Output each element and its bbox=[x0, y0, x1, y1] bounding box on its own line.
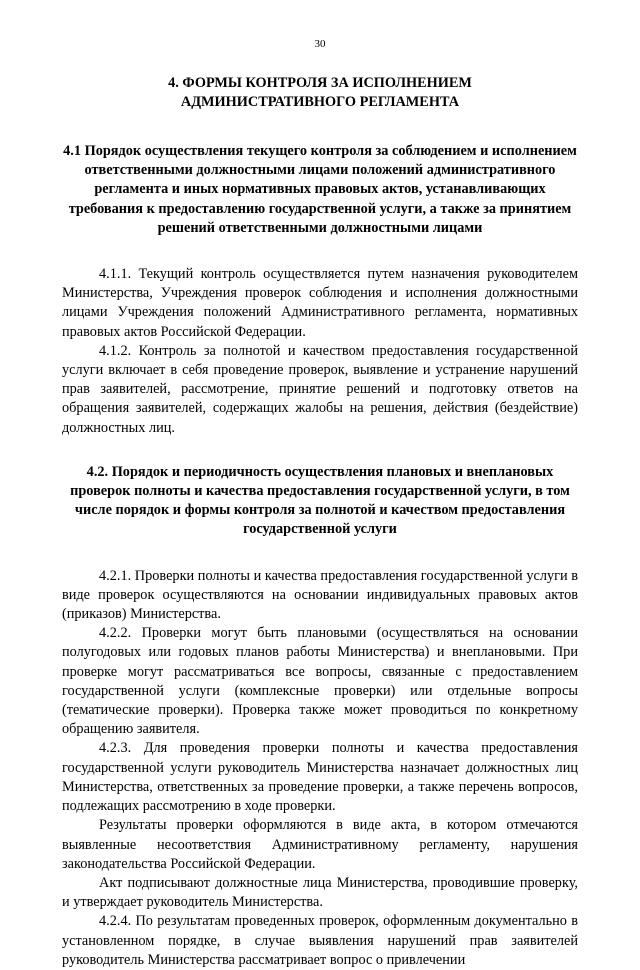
chapter-title-line2: АДМИНИСТРАТИВНОГО РЕГЛАМЕНТА bbox=[180, 94, 460, 110]
page-number: 30 bbox=[314, 38, 326, 50]
paragraph-4-2-4: 4.2.4. По результатам проведенных проверок, оформленным документально в установленном порядке, в случае выявления нарушений прав заявителей руководитель Министерства рассматривает вопрос о привлечении bbox=[62, 913, 578, 968]
paragraph-4-1-2: 4.1.2. Контроль за полнотой и качеством предоставления государственной услуги включает в себя проведение проверок, выявление и устранение нарушений прав заявителей, рассмотрение, принятие решений и подготовку ответов на обращения заявителей, содержащих жалобы на решения, действия (бездействие) должностных лиц. bbox=[62, 342, 578, 436]
chapter-title-line1: 4. ФОРМЫ КОНТРОЛЯ ЗА ИСПОЛНЕНИЕМ bbox=[168, 75, 472, 91]
paragraph-4-2-1: 4.2.1. Проверки полноты и качества предоставления государственной услуги в виде проверок осуществляются на основании индивидуальных правовых актов (приказов) Министерства. bbox=[62, 567, 578, 623]
paragraph-4-2-2: 4.2.2. Проверки могут быть плановыми (осуществляться на основании полугодовых или годовых планов работы Министерства) и внеплановыми. При проверке могут рассматриваться все вопросы, связанные с предоставлением государственной услуги (комплексные проверки) или отдельные вопросы (тематические проверки). Проверка также может проводиться по конкретному обращению заявителя. bbox=[62, 625, 578, 738]
section-4-1-heading: 4.1 Порядок осуществления текущего контроля за соблюдением и исполнением ответственными должностными лицами положений административного регламента и иных нормативных правовых актов, устанавливающих требования к предоставлению государственной услуги, а также за принятием решений ответственными должностными лицами bbox=[63, 143, 577, 236]
paragraph-4-1-1: 4.1.1. Текущий контроль осуществляется путем назначения руководителем Министерства, Учреждения проверок соблюдения и исполнения должностными лицами Учреждения положений Административного регламента, нормативных правовых актов Российской Федерации. bbox=[62, 266, 578, 340]
paragraph-4-2-3: 4.2.3. Для проведения проверки полноты и качества предоставления государственной услуги руководитель Министерства назначает должностных лиц Министерства, ответственных за проведение проверки, а также перечень вопросов, подлежащих рассмотрению в ходе проверки. bbox=[62, 740, 578, 815]
page-content bbox=[62, 74, 578, 970]
paragraph-act: Акт подписывают должностные лица Министерства, проводившие проверку, и утверждает руководитель Министерства. bbox=[62, 874, 578, 911]
chapter-title bbox=[62, 74, 578, 112]
paragraph-results: Результаты проверки оформляются в виде акта, в котором отмечаются выявленные несоответствия Административному регламенту, нарушения законодательства Российской Федерации. bbox=[62, 817, 578, 872]
section-4-2-heading: 4.2. Порядок и периодичность осуществления плановых и внеплановых проверок полноты и качества предоставления государственной услуги, в том числе порядок и формы контроля за полнотой и качеством предоставления государственной услуги bbox=[70, 463, 570, 538]
